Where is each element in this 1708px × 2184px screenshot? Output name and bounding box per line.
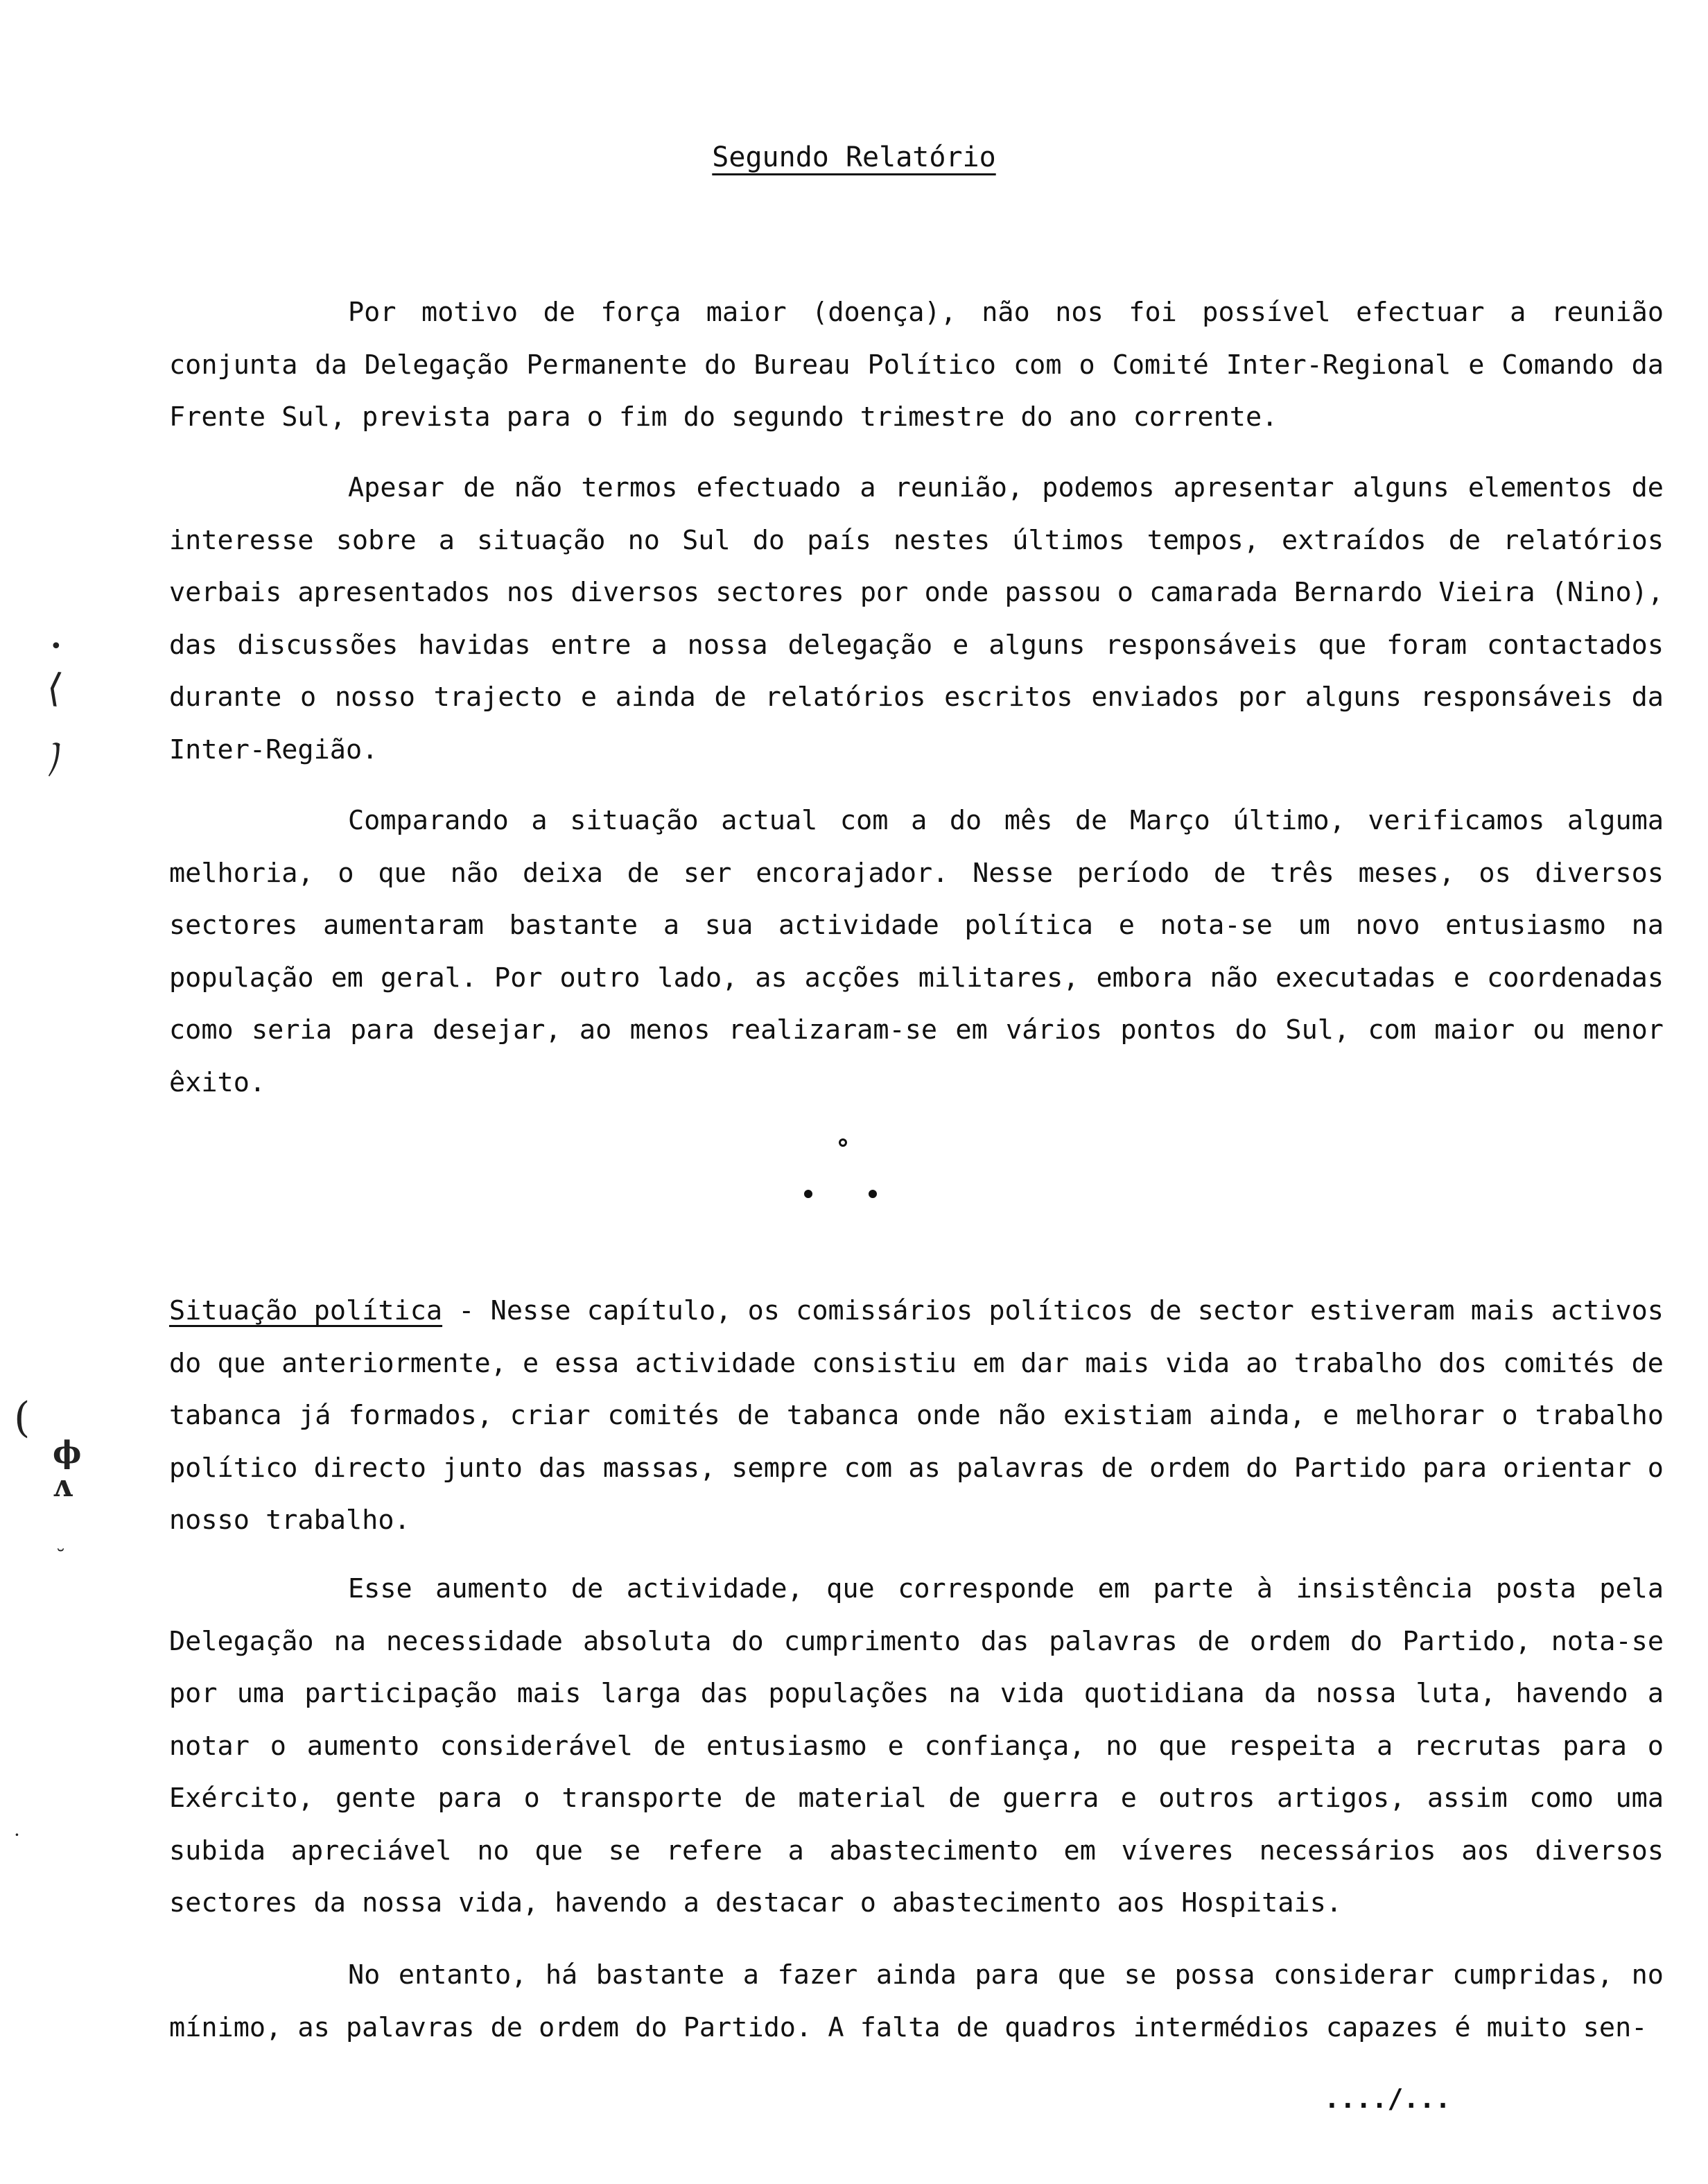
section-dash: - — [442, 1295, 491, 1326]
paragraph-2: Apesar de não termos efectuado a reunião, podemos apresentar alguns elementos de interesse sobre a situação no Sul do país nestes últimos tempos, extraídos de relatórios verbais apresentados nos diversos sectores por onde passou o camarada Bernardo Vieira (Nino), das discussões havidas entre a nossa delegação e alguns responsáveis que foram contactados durante o nosso trajecto e ainda de relatórios escritos enviados por alguns responsáveis da Inter-Região. — [169, 472, 1664, 765]
separator-dot-left — [804, 1190, 812, 1198]
separator-dot-right — [869, 1190, 877, 1198]
margin-mark-dot-icon: ˘ — [55, 1546, 66, 1570]
margin-mark-scribble-icon: ノ — [28, 729, 83, 788]
section-heading: Situação política — [169, 1295, 443, 1326]
margin-mark-scribble-icon: ϕ — [53, 1435, 82, 1471]
margin-mark-bracket-icon: ( — [14, 1394, 31, 1442]
paragraph-4: Esse aumento de actividade, que corresponde em parte à insistência posta pela Delegação na necessidade absoluta do cumprimento das palavras de ordem do Partido, nota-se por uma participação mais larga das populações na vida quotidiana da nossa luta, havendo a notar o aumento considerável de entusiasmo e confiança, no que respeita a recrutas para o Exército, gente para o transporte de material de guerra e outros artigos, assim como uma subida apreciável no que se refere a abastecimento em víveres necessários aos diversos sectores da nossa vida, havendo a destacar o abastecimento aos Hospitais. — [169, 1573, 1664, 1918]
paragraph-5: No entanto, há bastante a fazer ainda para que se possa considerar cumpridas, no mínimo, as palavras de ordem do Partido. A falta de quadros intermédios capazes é muito sen- — [169, 1959, 1664, 2043]
margin-mark-scribble-icon: ⟨ — [44, 664, 66, 712]
separator-dot-top — [839, 1138, 847, 1147]
document-title: Segundo Relatório — [712, 141, 996, 173]
paragraph-3: Comparando a situação actual com a do mês de Março último, verificamos alguma melhoria, o que não deixa de ser encorajador. Nesse período de três meses, os diversos sectores aumentaram bastante a sua actividade política e nota-se um novo entusiasmo na população em geral. Por outro lado, as acções militares, embora não executadas e coordenadas como seria para desejar, ao menos realizaram-se em vários pontos do Sul, com maior ou menor êxito. — [169, 805, 1664, 1098]
section-text: Nesse capítulo, os comissários políticos de sector estiveram mais activos do que anteriormente, e essa actividade consistiu em dar mais vida ao trabalho dos comités de tabanca já formados, criar comités de tabanca onde não existiam ainda, e melhorar o trabalho político directo junto das massas, sempre com as palavras de ordem do Partido para orientar o nosso trabalho. — [169, 1295, 1664, 1536]
margin-mark-dot-icon: · — [14, 1823, 20, 1846]
margin-mark-scribble-icon: ʌ — [53, 1468, 73, 1504]
paragraph-1: Por motivo de força maior (doença), não nos foi possível efectuar a reunião conjunta da Delegação Permanente do Bureau Político com o Comité Inter-Regional e Comando da Frente Sul, prevista para o fim do segundo trimestre do ano corrente. — [169, 297, 1664, 433]
margin-mark-dot-icon: • — [50, 634, 62, 659]
section-political-situation — [169, 1285, 1664, 1547]
continuation-mark: ..../... — [1324, 2083, 1452, 2114]
